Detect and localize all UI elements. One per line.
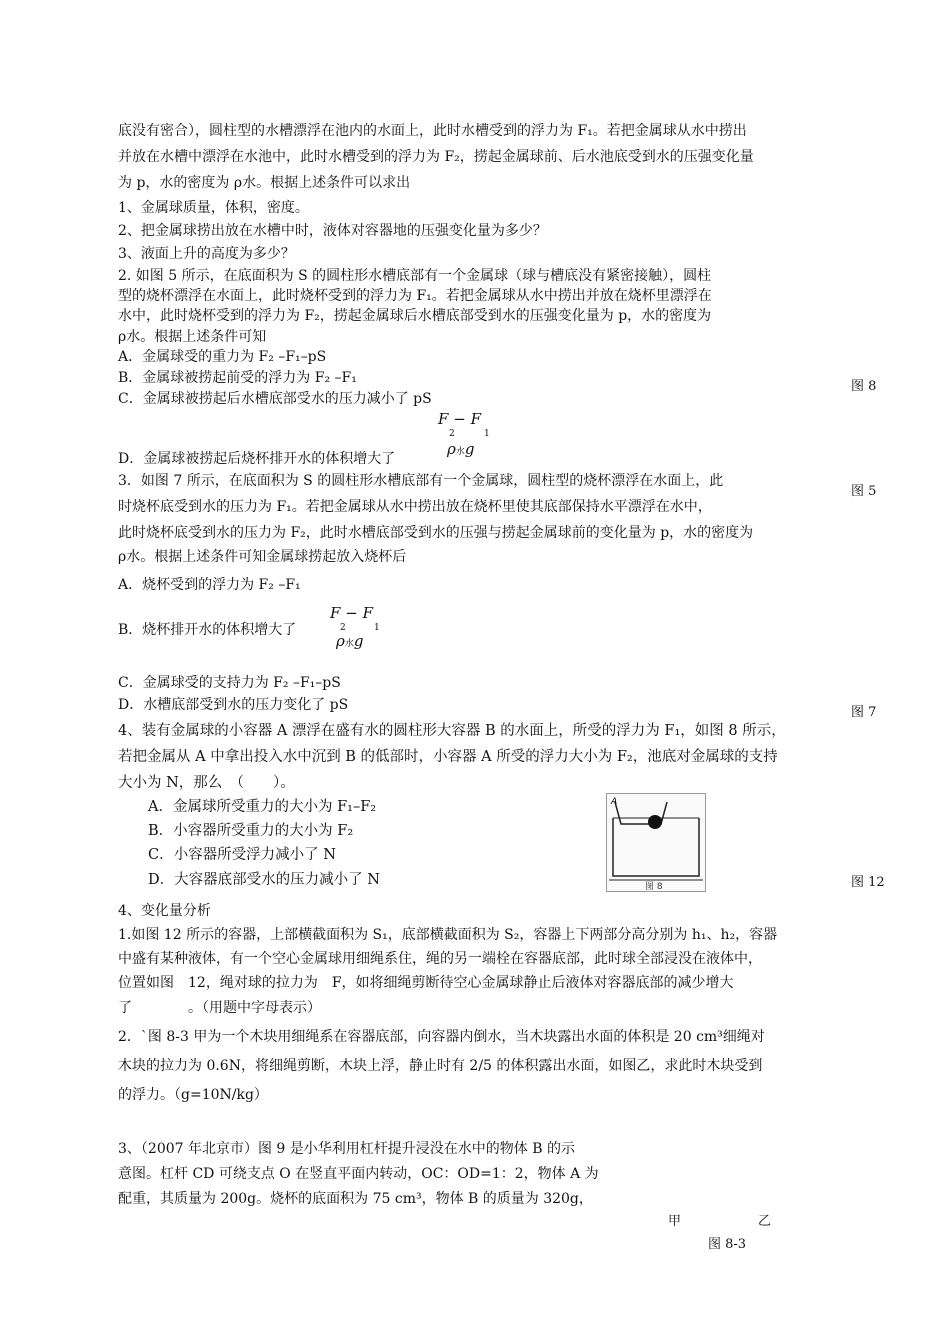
- figure-label: 图 12: [851, 875, 885, 890]
- text-line: 若把金属从 A 中拿出投入水中沉到 B 的低部时，小容器 A 所受的浮力大小为 F₂，池底对金属球的支持: [118, 749, 778, 765]
- figure-label: 图 8: [851, 379, 877, 394]
- text-line: 意图。杠杆 CD 可绕支点 O 在竖直平面内转动，OC：OD=1：2，物体 A 为: [118, 1166, 599, 1182]
- figure-label: 图 7: [851, 705, 877, 720]
- text-line: 木块的拉力为 0.6N，将细绳剪断，木块上浮，静止时有 2/5 的体积露出水面，如图乙，求此时木块受到: [118, 1058, 763, 1074]
- formula-denominator: ρ水g: [336, 632, 364, 650]
- caption-jia: 甲: [668, 1214, 682, 1229]
- section-heading: 4、变化量分析: [118, 903, 211, 919]
- option-line: C．金属球被捞起后水槽底部受水的压力减小了 pS: [118, 391, 432, 407]
- option-line: A．烧杯受到的浮力为 F₂ –F₁: [118, 577, 301, 593]
- formula-numerator: F − F: [330, 604, 373, 622]
- text-line: 2、把金属球捞出放在水槽中时，液体对容器地的压强变化量为多少？: [118, 223, 547, 239]
- text-line: 1.如图 12 所示的容器，上部横截面积为 S₁，底部横截面积为 S₂，容器上下两部分高分别为 h₁、h₂，容器: [118, 927, 778, 943]
- option-line: D．金属球被捞起后烧杯排开水的体积增大了: [118, 451, 396, 467]
- option-line: C．金属球受的支持力为 F₂ –F₁–pS: [118, 675, 341, 691]
- text-line: 型的烧杯漂浮在水面上，此时烧杯受到的浮力为 F₁。若把金属球从水中捞出并放在烧杯里漂浮在: [118, 288, 712, 304]
- text-line: 3、液面上升的高度为多少？: [118, 246, 295, 262]
- text-line: ρ水。根据上述条件可知: [118, 329, 267, 345]
- text-line: 4、装有金属球的小容器 A 漂浮在盛有水的圆柱形大容器 B 的水面上，所受的浮力为 F₁，如图 8 所示，: [118, 723, 786, 739]
- formula-numerator: F − F: [438, 410, 481, 428]
- text-line: 并放在水槽中漂浮在水池中，此时水槽受到的浮力为 F₂，捞起金属球前、后水池底受到水的压强变化量: [118, 149, 754, 165]
- formula-sub: 1: [484, 429, 490, 439]
- text-line: 的浮力。（g=10N/kg）: [118, 1087, 268, 1103]
- text-line: 3．如图 7 所示，在底面积为 S 的圆柱形水槽底部有一个金属球，圆柱型的烧杯漂浮在水面上，此: [118, 473, 724, 489]
- metal-ball: [648, 815, 662, 829]
- figure-label: 图 5: [851, 484, 877, 499]
- text-line: 了 。（用题中字母表示）: [118, 1000, 321, 1016]
- caption-yi: 乙: [758, 1214, 772, 1229]
- text-line: 配重，其质量为 200g。烧杯的底面积为 75 cm³，物体 B 的质量为 320g，: [118, 1191, 593, 1207]
- figure-8-image: [606, 793, 706, 892]
- caption-fig-8-3: 图 8-3: [708, 1237, 747, 1252]
- container-diagram: [607, 794, 705, 891]
- text-line: 底没有密合），圆柱型的水槽漂浮在池内的水面上，此时水槽受到的浮力为 F₁。若把金属球从水中捞出: [118, 123, 747, 139]
- option-line: B．金属球被捞起前受的浮力为 F₂ –F₁: [118, 370, 357, 386]
- text-line: 为 p，水的密度为 ρ水。根据上述条件可以求出: [118, 175, 411, 191]
- text-line: 时烧杯底受到水的压力为 F₁。若把金属球从水中捞出放在烧杯里使其底部保持水平漂浮在水中，: [118, 499, 712, 515]
- text-line: 大小为 N，那么 （ ）。: [118, 775, 295, 791]
- formula-sub: 2: [340, 623, 346, 633]
- option-line: B．烧杯排开水的体积增大了: [118, 622, 297, 638]
- text-line: 3、（2007 年北京市）图 9 是小华利用杠杆提升浸没在水中的物体 B 的示: [118, 1141, 575, 1157]
- text-line: 1、金属球质量，体积，密度。: [118, 200, 309, 216]
- formula-sub: 2: [449, 429, 455, 439]
- text-line: 2．`图 8-3 甲为一个木块用细绳系在容器底部，向容器内倒水，当木块露出水面的体积是 20 cm³细绳对: [118, 1029, 765, 1045]
- option-line: D．水槽底部受到水的压力变化了 pS: [118, 697, 349, 713]
- text-line: 此时烧杯底受到水的压力为 F₂，此时水槽底部受到水的压强与捞起金属球前的变化量为 p，水的密度为: [118, 525, 754, 541]
- text-line: 水中，此时烧杯受到的浮力为 F₂，捞起金属球后水槽底部受到水的压强变化量为 p，水的密度为: [118, 308, 712, 324]
- figure-label-a: A: [611, 797, 618, 807]
- option-line: A．金属球受的重力为 F₂ –F₁–pS: [118, 349, 327, 365]
- formula-denominator: ρ水g: [447, 440, 475, 458]
- option-line: D．大容器底部受水的压力减小了 N: [148, 872, 380, 888]
- text-line: 2. 如图 5 所示，在底面积为 S 的圆柱形水槽底部有一个金属球（球与槽底没有紧密接触），圆柱: [118, 268, 712, 284]
- option-line: A．金属球所受重力的大小为 F₁–F₂: [148, 799, 377, 815]
- text-line: ρ水。根据上述条件可知金属球捞起放入烧杯后: [118, 549, 407, 565]
- text-line: 位置如图 12，绳对球的拉力为 F，如将细绳剪断待空心金属球静止后液体对容器底部的减少增大: [118, 975, 734, 991]
- option-line: B．小容器所受重力的大小为 F₂: [148, 823, 354, 839]
- formula-sub: 1: [374, 623, 380, 633]
- option-line: C．小容器所受浮力减小了 N: [148, 847, 336, 863]
- figure-caption: 图 8: [645, 882, 663, 891]
- text-line: 中盛有某种液体，有一个空心金属球用细绳系住，绳的另一端栓在容器底部，此时球全部浸没在液体中，: [118, 951, 762, 967]
